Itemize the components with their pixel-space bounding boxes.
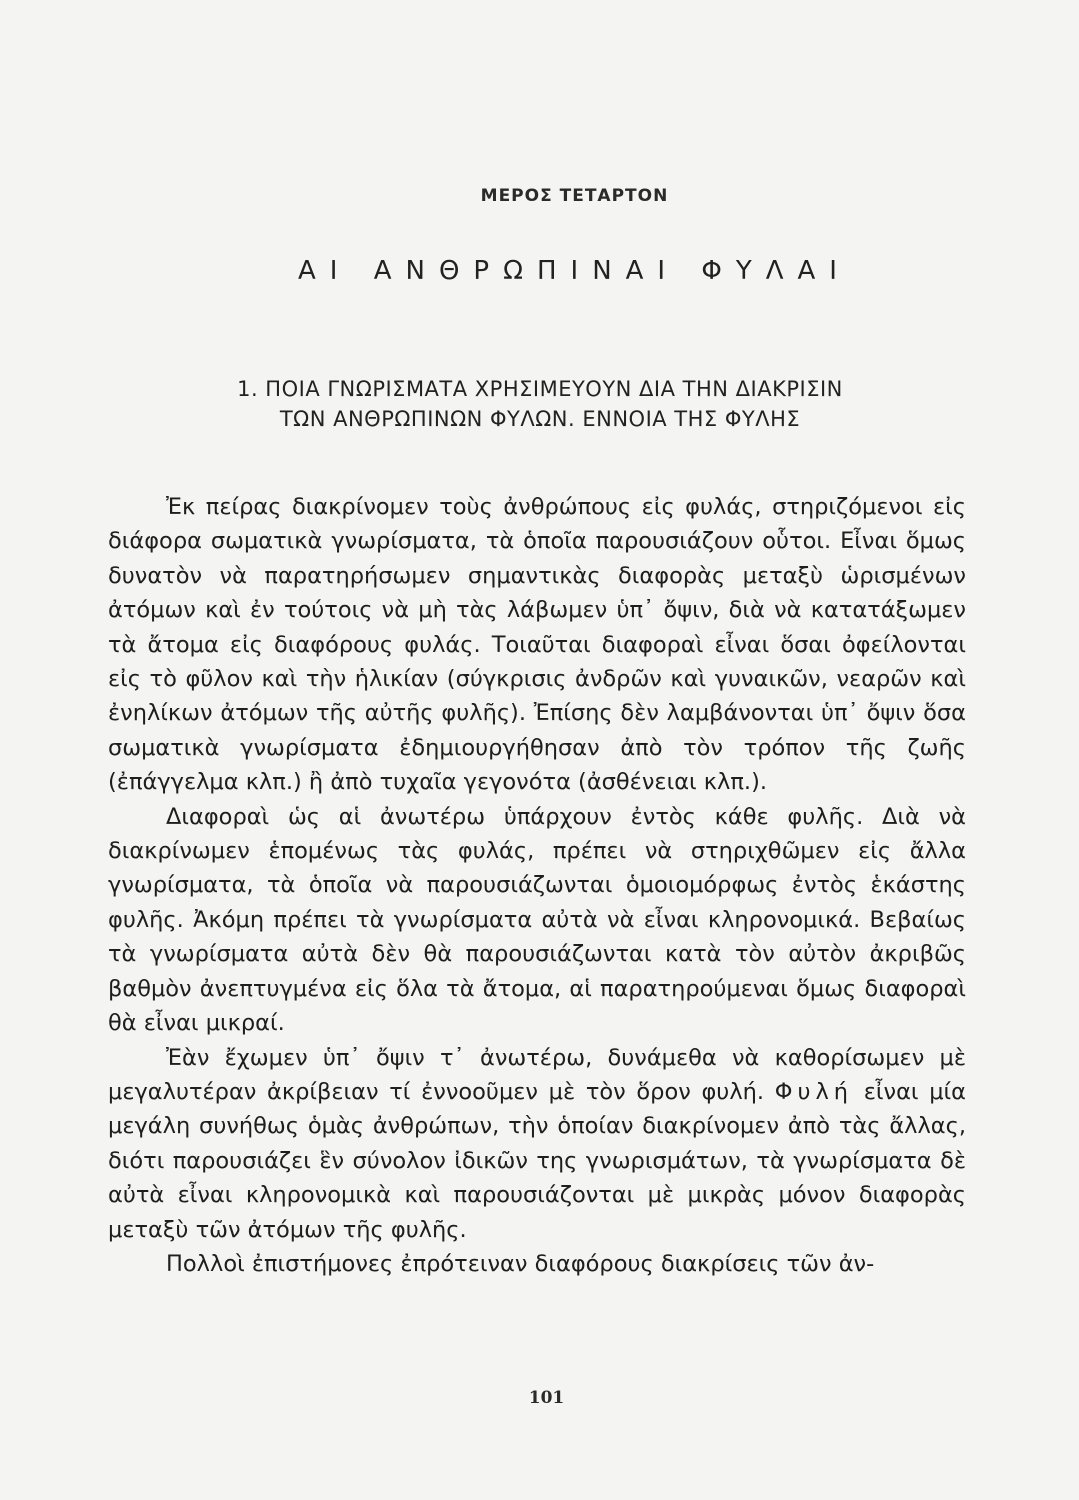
paragraph-3-intro: Ἐὰν ἔχωμεν ὑπ᾽ ὄψιν τ᾽ ἀνωτέρω, δυνάμεθα νὰ καθορίσωμεν μὲ μεγαλυτέραν ἀκρίβειαν τί ἐννοοῦμεν μὲ τὸν ὅρον φυλή. [108, 1044, 966, 1105]
section-heading-line-1: 1. ΠΟΙΑ ΓΝΩΡΙΣΜΑΤΑ ΧΡΗΣΙΜΕΥΟΥΝ ΔΙΑ ΤΗΝ ΔΙΑΚΡΙΣΙΝ [237, 377, 843, 401]
paragraph-2: Διαφοραὶ ὡς αἱ ἀνωτέρω ὑπάρχουν ἐντὸς κάθε φυλῆς. Διὰ νὰ διακρίνωμεν ἑπομένως τὰς φυλάς, πρέπει νὰ στηριχθῶμεν εἰς ἄλλα γνωρίσματα, τὰ ὁποῖα νὰ παρουσιάζωνται ὁμοιομόρφως ἐντὸς ἑκάστης φυλῆς. Ἀκόμη πρέπει τὰ γνωρίσματα αὐτὰ νὰ εἶναι κληρονομικά. Βεβαίως τὰ γνωρίσματα αὐτὰ δὲν θὰ παρουσιάζωνται κατὰ τὸν αὐτὸν ἀκριβῶς βαθμὸν ἀνεπτυγμένα εἰς ὅλα τὰ ἄτομα, αἱ παρατηρούμεναι ὅμως διαφοραὶ θὰ εἶναι μικραί. [108, 803, 966, 1037]
section-heading-line-2: ΤΩΝ ΑΝΘΡΩΠΙΝΩΝ ΦΥΛΩΝ. ΕΝΝΟΙΑ ΤΗΣ ΦΥΛΗΣ [279, 407, 801, 431]
section-heading [180, 374, 900, 434]
page-number: 101 [528, 1388, 565, 1408]
defined-term: Φυλή [774, 1078, 854, 1105]
paragraph-4: Πολλοὶ ἐπιστήμονες ἐπρότειναν διαφόρους διακρίσεις τῶν ἀν- [166, 1250, 875, 1277]
paragraph-3-definition: εἶναι μία μεγάλη συνήθως ὁμὰς ἀνθρώπων, τὴν ὁποίαν διακρίνομεν ἀπὸ τὰς ἄλλας, διότι παρουσιάζει ἓν σύνολον ἰδικῶν της γνωρισμάτων, τὰ γνωρίσματα δὲ αὐτὰ εἶναι κληρονομικὰ καὶ παρουσιάζονται μὲ μικρὰς μόνον διαφορὰς μεταξὺ τῶν ἀτόμων τῆς φυλῆς. [108, 1078, 966, 1243]
paragraph-1: Ἐκ πείρας διακρίνομεν τοὺς ἀνθρώπους εἰς φυλάς, στηριζόμενοι εἰς διάφορα σωματικὰ γνωρίσματα, τὰ ὁποῖα παρουσιάζουν οὗτοι. Εἶναι ὅμως δυνατὸν νὰ παρατηρήσωμεν σημαντικὰς διαφορὰς μεταξὺ ὡρισμένων ἀτόμων καὶ ἐν τούτοις νὰ μὴ τὰς λάβωμεν ὑπ᾽ ὄψιν, διὰ νὰ κατατάξωμεν τὰ ἄτομα εἰς διαφόρους φυλάς. Τοιαῦται διαφοραὶ εἶναι ὅσαι ὀφείλονται εἰς τὸ φῦλον καὶ τὴν ἡλικίαν (σύγκρισις ἀνδρῶν καὶ γυναικῶν, νεαρῶν καὶ ἐνηλίκων ἀτόμων τῆς αὐτῆς φυλῆς). Ἐπίσης δὲν λαμβάνονται ὑπ᾽ ὄψιν ὅσα σωματικὰ γνωρίσματα ἐδημιουργήθησαν ἀπὸ τὸν τρόπον τῆς ζωῆς (ἐπάγγελμα κλπ.) ἢ ἀπὸ τυχαῖα γεγονότα (ἀσθένειαι κλπ.). [108, 494, 966, 796]
body-text [108, 490, 966, 1281]
part-title: ΜΕΡΟΣ ΤΕΤΑΡΤΟΝ [480, 186, 669, 206]
paragraph-3 [108, 1041, 966, 1247]
chapter-title: ΑΙ ΑΝΘΡΩΠΙΝΑΙ ΦΥΛΑΙ [298, 256, 851, 286]
